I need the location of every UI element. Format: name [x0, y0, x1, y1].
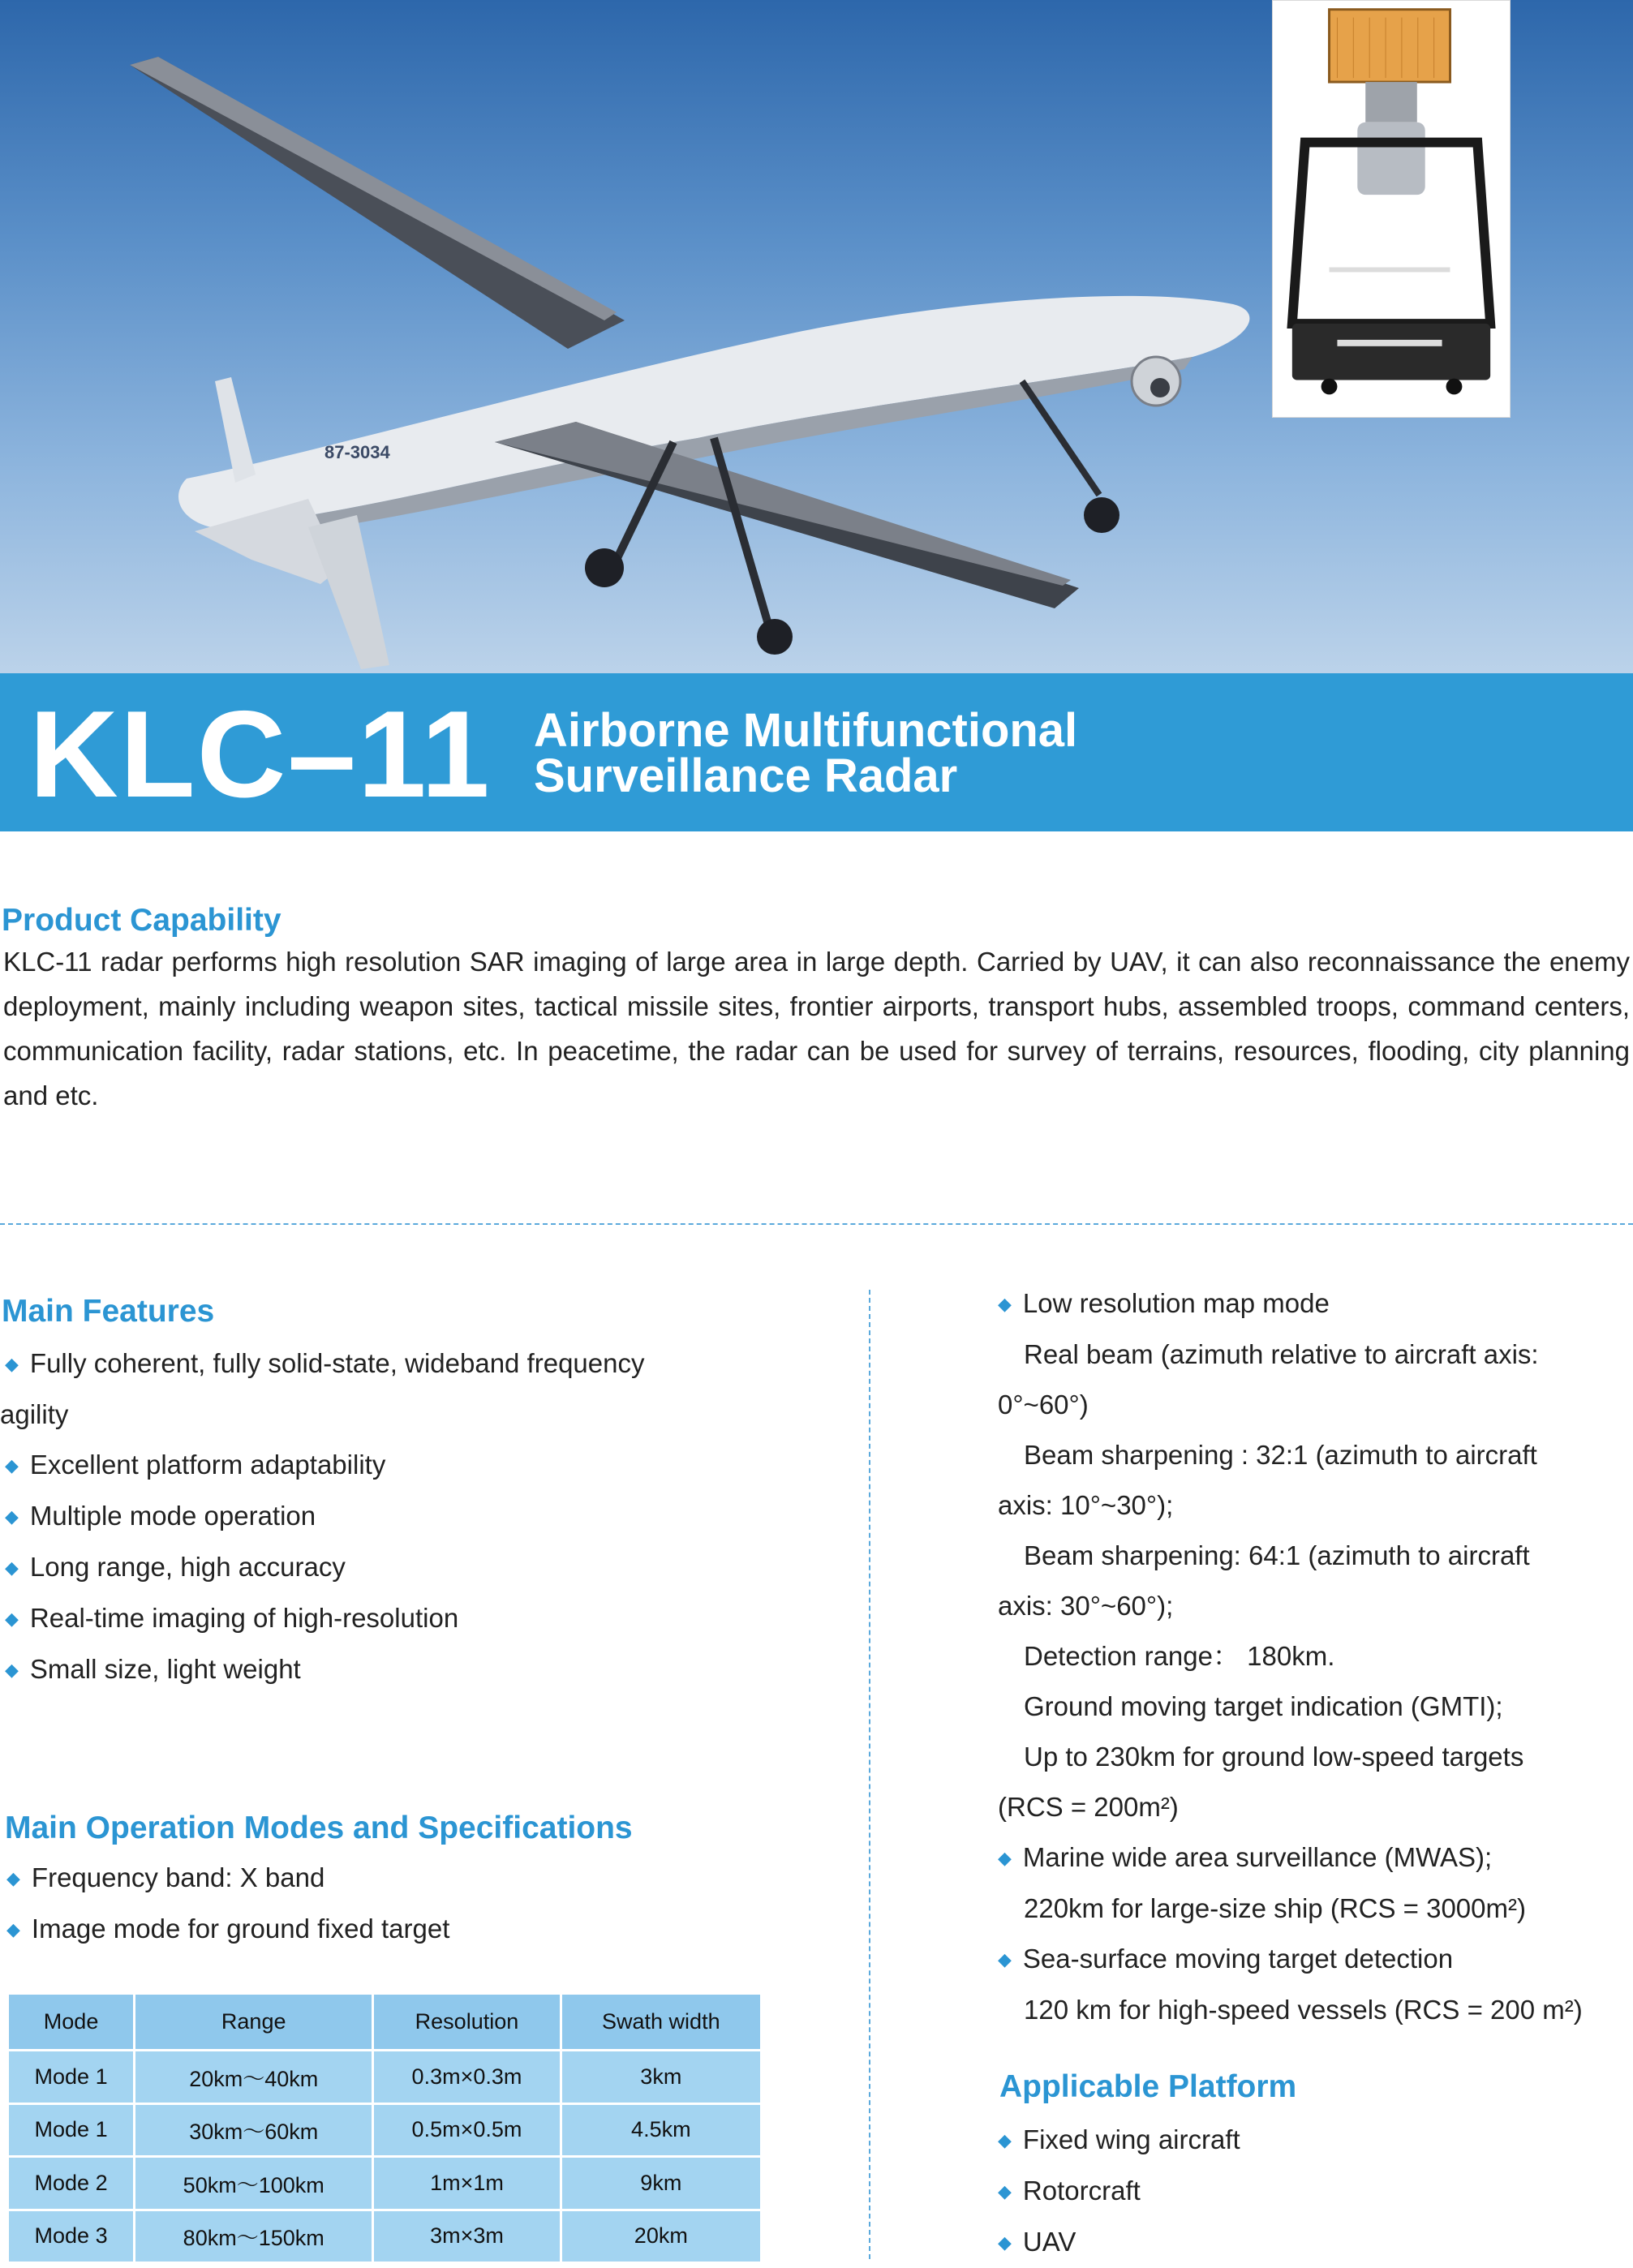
list-item: ◆ Marine wide area surveillance (MWAS); [998, 1842, 1493, 1872]
operation-modes-list [998, 1278, 1583, 2035]
platform-heading: Applicable Platform [999, 2069, 1297, 2104]
diamond-bullet-icon: ◆ [5, 1557, 19, 1578]
list-item: ◆ Frequency band: X band [6, 1862, 325, 1892]
column-header: Mode [8, 1994, 135, 2051]
table-cell: 20km〜40km [135, 2051, 373, 2104]
list-item: ◆ Sea-surface moving target detection [998, 1944, 1454, 1974]
list-item: ◆ Low resolution map mode [998, 1288, 1330, 1318]
diamond-bullet-icon: ◆ [998, 1949, 1012, 1969]
diamond-bullet-icon: ◆ [998, 1848, 1012, 1868]
diamond-bullet-icon: ◆ [5, 1660, 19, 1680]
diamond-bullet-icon: ◆ [6, 1919, 20, 1939]
table-cell: 4.5km [561, 2103, 761, 2157]
diamond-bullet-icon: ◆ [5, 1354, 19, 1374]
table-cell: Mode 2 [8, 2157, 135, 2210]
diamond-bullet-icon: ◆ [5, 1609, 19, 1629]
list-item: ◆ Excellent platform adaptability [5, 1450, 386, 1480]
capability-text: KLC-11 radar performs high resolution SAR imaging of large area in large depth. Carried by UAV, it can also reconnaissance the enemy deployment, mainly including weapon sites, tactical missile sites, frontier airports, transport hubs, assembled troops, command centers, communication facility, radar stations, etc. In peacetime, the radar can be used for survey of terrains, resources, flooding, city planning and etc. [3, 947, 1630, 1110]
diamond-bullet-icon: ◆ [5, 1455, 19, 1475]
list-item: axis: 30°~60°); [998, 1591, 1174, 1621]
column-divider [869, 1290, 870, 2259]
table-cell: 30km〜60km [135, 2103, 373, 2157]
table-cell: 80km〜150km [135, 2210, 373, 2263]
table-cell: 20km [561, 2210, 761, 2263]
list-item: 220km for large-size ship (RCS = 3000m²) [1024, 1893, 1526, 1923]
list-item: 0°~60°) [998, 1390, 1089, 1420]
table-cell: 1m×1m [373, 2157, 561, 2210]
list-item: ◆ Image mode for ground fixed target [6, 1914, 450, 1944]
table-cell: Mode 1 [8, 2051, 135, 2104]
list-item: agility [0, 1399, 69, 1429]
diamond-bullet-icon: ◆ [998, 2130, 1012, 2150]
list-item: ◆ Real-time imaging of high-resolution [5, 1603, 459, 1633]
hero-banner [0, 0, 1633, 677]
list-item: ◆ Multiple mode operation [5, 1501, 316, 1531]
table-row [8, 2103, 762, 2157]
modes-heading: Main Operation Modes and Specifications [5, 1811, 633, 1845]
features-list [0, 1338, 645, 1695]
list-item: ◆ Small size, light weight [5, 1654, 301, 1684]
diamond-bullet-icon: ◆ [6, 1868, 20, 1888]
section-divider [0, 1223, 1633, 1225]
list-item: Up to 230km for ground low-speed targets [1024, 1742, 1524, 1772]
table-cell: 0.5m×0.5m [373, 2103, 561, 2157]
product-title [534, 704, 1078, 802]
list-item: Beam sharpening : 32:1 (azimuth to aircraft [1024, 1440, 1537, 1470]
table-header-row [8, 1994, 762, 2051]
diamond-bullet-icon: ◆ [5, 1506, 19, 1527]
list-item: ◆ Fully coherent, fully solid-state, wideband frequency [5, 1348, 645, 1378]
list-item: ◆ Rotorcraft [998, 2176, 1141, 2206]
diamond-bullet-icon: ◆ [998, 1294, 1012, 1314]
list-item: ◆ UAV [998, 2227, 1076, 2257]
table-cell: 9km [561, 2157, 761, 2210]
list-item: ◆ Long range, high accuracy [5, 1552, 346, 1582]
table-row [8, 2210, 762, 2263]
list-item: Detection range： 180km. [1024, 1641, 1335, 1671]
diamond-bullet-icon: ◆ [998, 2181, 1012, 2201]
table-cell: Mode 1 [8, 2103, 135, 2157]
product-title-line1: Airborne Multifunctional [534, 704, 1078, 757]
table-row [8, 2157, 762, 2210]
product-title-line2: Surveillance Radar [534, 750, 958, 802]
table-cell: 50km〜100km [135, 2157, 373, 2210]
features-heading: Main Features [2, 1294, 215, 1329]
spec-table [6, 1992, 763, 2264]
list-item: Real beam (azimuth relative to aircraft axis: [1024, 1339, 1539, 1369]
column-header: Resolution [373, 1994, 561, 2051]
capability-heading: Product Capability [2, 903, 281, 938]
table-cell: Mode 3 [8, 2210, 135, 2263]
list-item: axis: 10°~30°); [998, 1490, 1174, 1520]
list-item: (RCS = 200m²) [998, 1792, 1179, 1822]
diamond-bullet-icon: ◆ [998, 2232, 1012, 2253]
table-cell: 0.3m×0.3m [373, 2051, 561, 2104]
radar-unit-photo [1272, 0, 1511, 418]
list-item: 120 km for high-speed vessels (RCS = 200 m²) [1024, 1995, 1583, 2025]
modes-list [6, 1853, 449, 1955]
drone-marking: 87-3034 [324, 442, 390, 462]
table-row [8, 2051, 762, 2104]
table-cell: 3km [561, 2051, 761, 2104]
list-item: ◆ Fixed wing aircraft [998, 2124, 1240, 2154]
platform-list [998, 2115, 1240, 2268]
column-header: Swath width [561, 1994, 761, 2051]
table-cell: 3m×3m [373, 2210, 561, 2263]
list-item: Ground moving target indication (GMTI); [1024, 1691, 1503, 1721]
column-header: Range [135, 1994, 373, 2051]
model-name: KLC–11 [29, 685, 492, 823]
list-item: Beam sharpening: 64:1 (azimuth to aircraft [1024, 1540, 1530, 1570]
